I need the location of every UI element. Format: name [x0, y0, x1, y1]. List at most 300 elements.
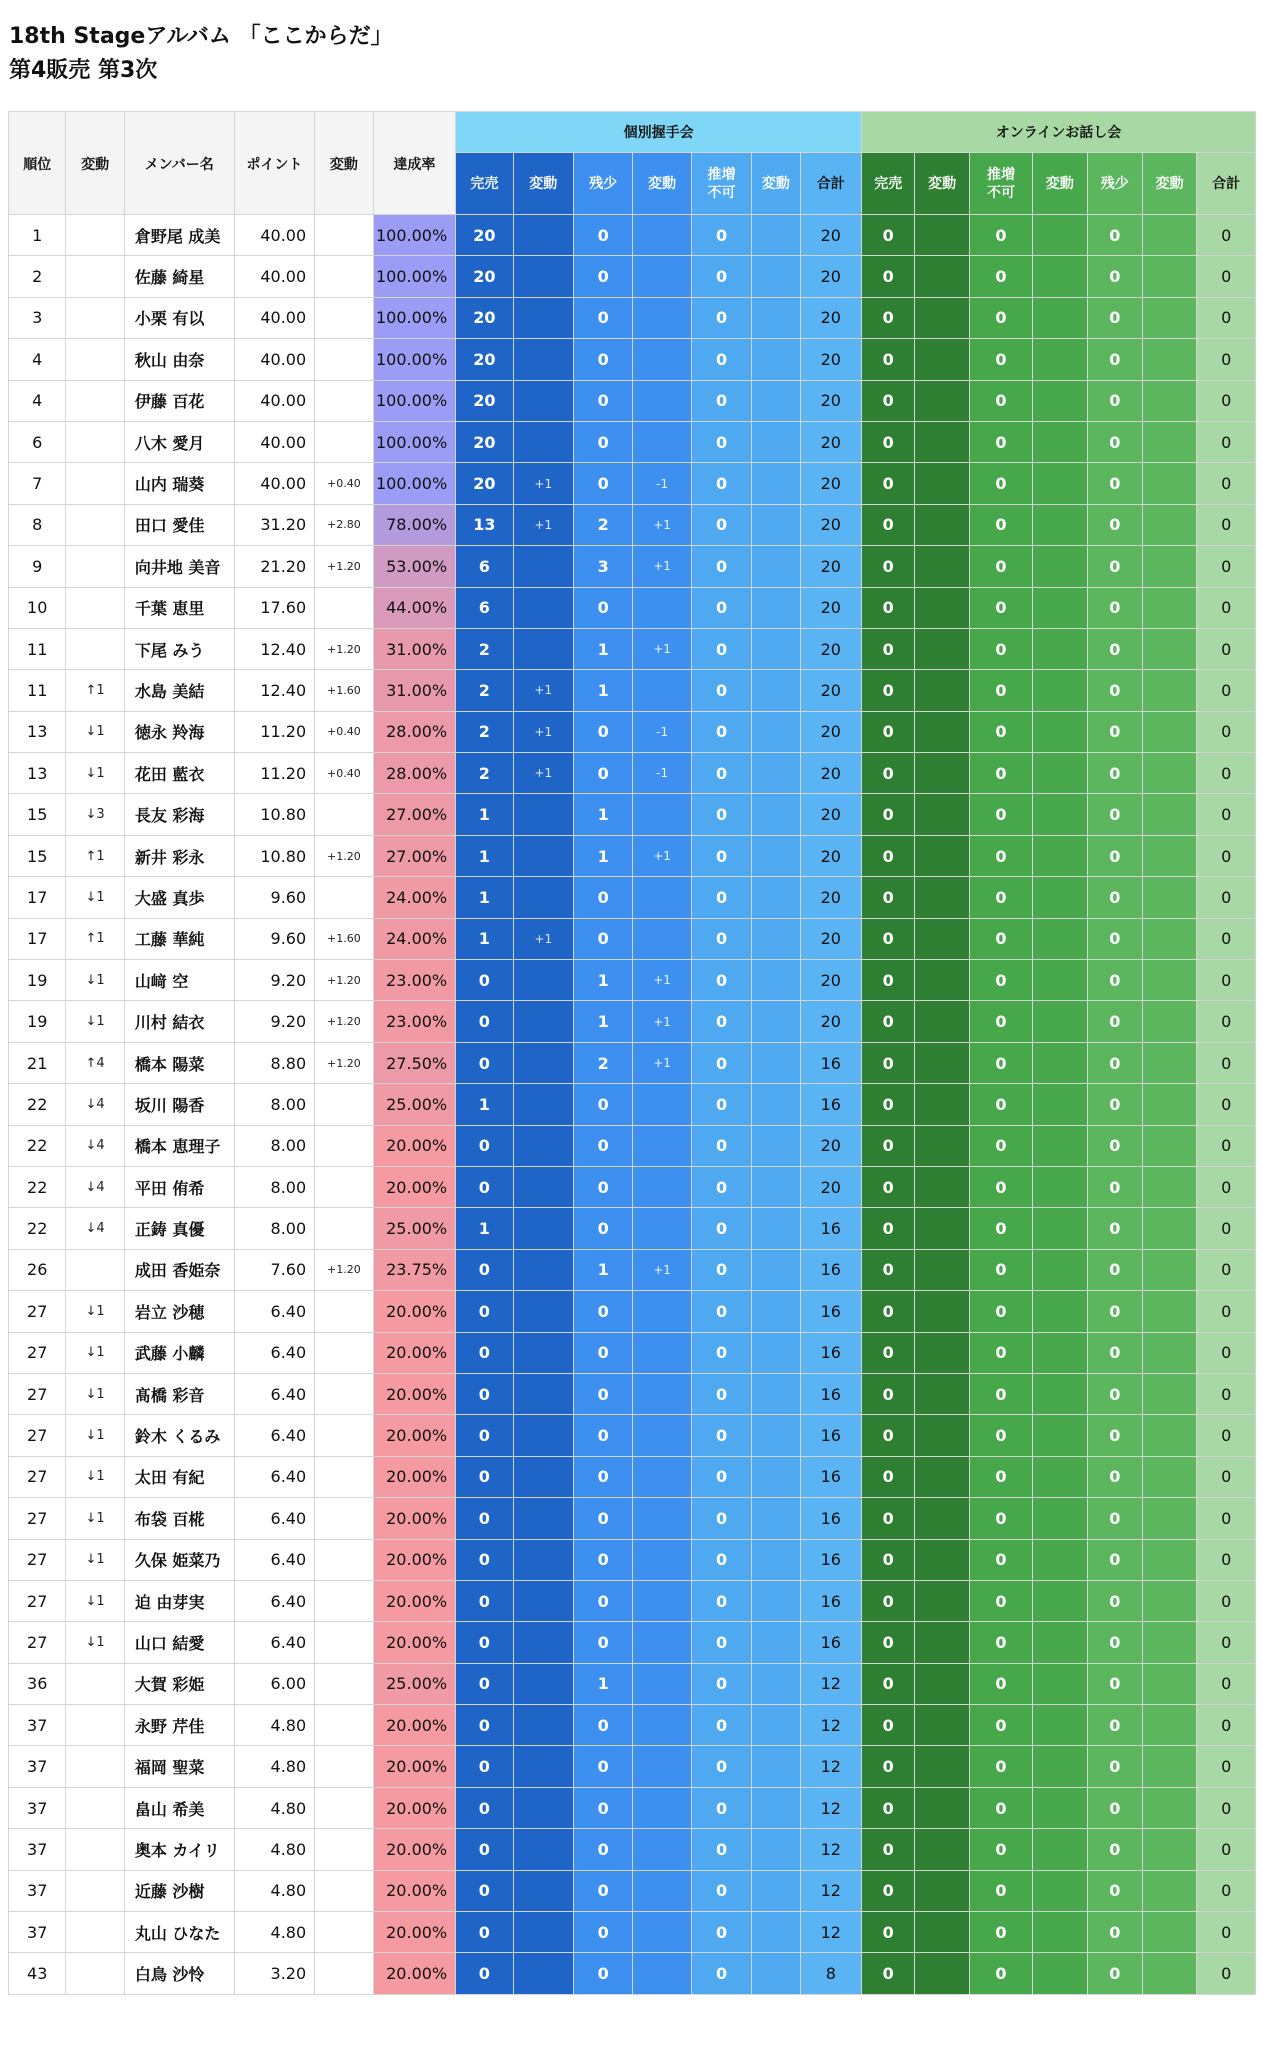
- handshake-cell: 2: [456, 711, 513, 752]
- rank-change-cell: [66, 1705, 124, 1746]
- col-change: 変動: [66, 112, 124, 215]
- online-cell: 0: [862, 960, 915, 1001]
- online-cell: [1033, 1332, 1087, 1373]
- handshake-cell: 16: [800, 1498, 861, 1539]
- online-cell: 0: [1087, 1084, 1142, 1125]
- col-rate: 達成率: [373, 112, 456, 215]
- handshake-cell: 0: [691, 1622, 751, 1663]
- online-cell: 0: [1197, 1705, 1256, 1746]
- online-cell: 0: [1197, 918, 1256, 959]
- online-cell: [1142, 297, 1196, 338]
- online-cell: [915, 1829, 969, 1870]
- online-cell: [915, 1001, 969, 1042]
- table-row: [9, 960, 1256, 1001]
- online-cell: [1142, 1125, 1196, 1166]
- rank-change-cell: ↓1: [66, 960, 124, 1001]
- rank-cell: 17: [9, 918, 66, 959]
- handshake-cell: 1: [573, 1663, 632, 1704]
- online-cell: [915, 1415, 969, 1456]
- handshake-cell: [752, 380, 800, 421]
- handshake-cell: [633, 918, 691, 959]
- handshake-cell: [633, 1539, 691, 1580]
- online-cell: [1142, 380, 1196, 421]
- rate-cell: 25.00%: [373, 1208, 456, 1249]
- handshake-cell: 1: [573, 835, 632, 876]
- rank-change-cell: [66, 215, 124, 256]
- table-row: [9, 504, 1256, 545]
- points-cell: 10.80: [234, 794, 315, 835]
- online-cell: [915, 794, 969, 835]
- online-cell: [915, 960, 969, 1001]
- rate-cell: 20.00%: [373, 1912, 456, 1953]
- rank-cell: 1: [9, 215, 66, 256]
- rate-cell: 27.00%: [373, 794, 456, 835]
- member-name-cell: 近藤 沙樹: [124, 1870, 234, 1911]
- handshake-cell: 0: [691, 711, 751, 752]
- handshake-cell: 0: [691, 1166, 751, 1207]
- member-name-cell: 秋山 由奈: [124, 339, 234, 380]
- handshake-cell: [633, 1125, 691, 1166]
- points-cell: 4.80: [234, 1912, 315, 1953]
- online-cell: 0: [1197, 1953, 1256, 1994]
- rank-cell: 7: [9, 463, 66, 504]
- member-name-cell: 畠山 希美: [124, 1787, 234, 1828]
- handshake-cell: 2: [456, 670, 513, 711]
- online-cell: [1033, 1249, 1087, 1290]
- points-cell: 40.00: [234, 297, 315, 338]
- handshake-cell: 20: [800, 421, 861, 462]
- online-cell: [1142, 215, 1196, 256]
- online-cell: 0: [862, 1705, 915, 1746]
- online-cell: [1033, 628, 1087, 669]
- handshake-cell: [633, 1498, 691, 1539]
- online-cell: 0: [862, 1291, 915, 1332]
- member-name-cell: 大盛 真歩: [124, 877, 234, 918]
- handshake-cell: 0: [691, 918, 751, 959]
- online-cell: 0: [1087, 1539, 1142, 1580]
- handshake-cell: [513, 1084, 573, 1125]
- online-cell: [915, 1746, 969, 1787]
- online-cell: 0: [862, 1373, 915, 1414]
- rank-cell: 22: [9, 1208, 66, 1249]
- online-cell: 0: [1087, 753, 1142, 794]
- handshake-cell: [752, 1912, 800, 1953]
- handshake-cell: 0: [573, 339, 632, 380]
- handshake-cell: 0: [691, 877, 751, 918]
- online-cell: [1033, 711, 1087, 752]
- points-change-cell: +1.20: [315, 546, 373, 587]
- online-cell: 0: [862, 1001, 915, 1042]
- handshake-cell: 12: [800, 1663, 861, 1704]
- online-cell: [1033, 1084, 1087, 1125]
- handshake-cell: [513, 339, 573, 380]
- handshake-cell: 0: [691, 1953, 751, 1994]
- rank-cell: 27: [9, 1498, 66, 1539]
- rank-change-cell: ↓1: [66, 1580, 124, 1621]
- handshake-cell: 0: [691, 421, 751, 462]
- member-name-cell: 向井地 美音: [124, 546, 234, 587]
- ranking-table: [8, 111, 1256, 1995]
- member-name-cell: 山口 結愛: [124, 1622, 234, 1663]
- online-cell: [1142, 1787, 1196, 1828]
- online-cell: 0: [1087, 1622, 1142, 1663]
- member-name-cell: 千葉 恵里: [124, 587, 234, 628]
- online-cell: 0: [862, 1084, 915, 1125]
- handshake-cell: 20: [800, 835, 861, 876]
- handshake-cell: [752, 670, 800, 711]
- handshake-cell: +1: [513, 711, 573, 752]
- online-cell: 0: [1087, 1746, 1142, 1787]
- member-name-cell: 倉野尾 成美: [124, 215, 234, 256]
- rate-cell: 23.00%: [373, 1001, 456, 1042]
- handshake-cell: 0: [573, 1291, 632, 1332]
- points-cell: 9.60: [234, 877, 315, 918]
- online-cell: [1142, 711, 1196, 752]
- online-cell: 0: [1087, 1705, 1142, 1746]
- table-row: [9, 297, 1256, 338]
- rate-cell: 31.00%: [373, 670, 456, 711]
- handshake-cell: [633, 587, 691, 628]
- handshake-cell: 0: [456, 1042, 513, 1083]
- rate-cell: 100.00%: [373, 380, 456, 421]
- online-cell: [915, 421, 969, 462]
- rank-cell: 21: [9, 1042, 66, 1083]
- points-cell: 6.40: [234, 1415, 315, 1456]
- rank-cell: 36: [9, 1663, 66, 1704]
- rate-cell: 20.00%: [373, 1953, 456, 1994]
- online-cell: [915, 587, 969, 628]
- online-cell: [1033, 380, 1087, 421]
- rank-cell: 3: [9, 297, 66, 338]
- online-cell: [1033, 1456, 1087, 1497]
- online-cell: 0: [1087, 1912, 1142, 1953]
- online-cell: 0: [862, 380, 915, 421]
- handshake-cell: 0: [691, 1125, 751, 1166]
- handshake-cell: +1: [633, 1249, 691, 1290]
- member-name-cell: 迫 由芽実: [124, 1580, 234, 1621]
- rank-change-cell: [66, 421, 124, 462]
- rank-cell: 27: [9, 1456, 66, 1497]
- points-change-cell: [315, 1125, 373, 1166]
- rank-change-cell: ↓1: [66, 1622, 124, 1663]
- online-cell: [1142, 1166, 1196, 1207]
- rank-cell: 27: [9, 1539, 66, 1580]
- online-cell: [915, 1166, 969, 1207]
- handshake-cell: [513, 1456, 573, 1497]
- online-cell: 0: [969, 1870, 1032, 1911]
- handshake-cell: [633, 1953, 691, 1994]
- online-cell: [1142, 877, 1196, 918]
- handshake-cell: +1: [633, 835, 691, 876]
- handshake-cell: [752, 1953, 800, 1994]
- handshake-cell: 0: [573, 1829, 632, 1870]
- online-cell: 0: [862, 1663, 915, 1704]
- rate-cell: 20.00%: [373, 1125, 456, 1166]
- online-cell: [1033, 1580, 1087, 1621]
- table-row: [9, 380, 1256, 421]
- points-cell: 6.40: [234, 1291, 315, 1332]
- handshake-cell: 12: [800, 1870, 861, 1911]
- handshake-cell: 0: [456, 1539, 513, 1580]
- handshake-cell: 0: [456, 1498, 513, 1539]
- online-cell: 0: [1087, 546, 1142, 587]
- online-cell: 0: [1197, 1539, 1256, 1580]
- online-cell: 0: [862, 1539, 915, 1580]
- table-row: [9, 1332, 1256, 1373]
- handshake-cell: +1: [513, 918, 573, 959]
- rank-change-cell: ↓1: [66, 753, 124, 794]
- online-cell: [1142, 1415, 1196, 1456]
- member-name-cell: 花田 藍衣: [124, 753, 234, 794]
- rank-change-cell: ↓1: [66, 1456, 124, 1497]
- online-cell: 0: [1087, 1332, 1142, 1373]
- handshake-cell: 1: [456, 794, 513, 835]
- online-cell: 0: [1197, 1787, 1256, 1828]
- handshake-cell: 16: [800, 1580, 861, 1621]
- rank-cell: 10: [9, 587, 66, 628]
- online-cell: 0: [969, 380, 1032, 421]
- table-row: [9, 711, 1256, 752]
- table-row: [9, 1829, 1256, 1870]
- points-cell: 8.00: [234, 1208, 315, 1249]
- rank-cell: 27: [9, 1373, 66, 1414]
- online-cell: 0: [862, 339, 915, 380]
- online-cell: 0: [1197, 215, 1256, 256]
- rank-change-cell: ↑1: [66, 670, 124, 711]
- handshake-cell: 0: [573, 1912, 632, 1953]
- points-cell: 6.40: [234, 1580, 315, 1621]
- online-cell: [915, 628, 969, 669]
- online-cell: 0: [1087, 256, 1142, 297]
- online-cell: [915, 1456, 969, 1497]
- rank-change-cell: ↑1: [66, 918, 124, 959]
- handshake-cell: +1: [633, 960, 691, 1001]
- member-name-cell: 水島 美結: [124, 670, 234, 711]
- handshake-cell: +1: [633, 1001, 691, 1042]
- online-cell: [1033, 215, 1087, 256]
- rank-cell: 19: [9, 1001, 66, 1042]
- rate-cell: 20.00%: [373, 1415, 456, 1456]
- handshake-cell: [633, 1580, 691, 1621]
- points-cell: 12.40: [234, 670, 315, 711]
- rank-change-cell: [66, 1912, 124, 1953]
- handshake-cell: 0: [456, 1953, 513, 1994]
- points-cell: 6.40: [234, 1498, 315, 1539]
- online-cell: 0: [862, 1332, 915, 1373]
- online-cell: [1033, 546, 1087, 587]
- points-cell: 9.20: [234, 1001, 315, 1042]
- online-cell: 0: [969, 1953, 1032, 1994]
- online-cell: 0: [969, 1042, 1032, 1083]
- online-cell: [915, 1084, 969, 1125]
- online-cell: [1033, 587, 1087, 628]
- handshake-cell: [513, 1291, 573, 1332]
- online-cell: [1142, 753, 1196, 794]
- online-cell: [1033, 421, 1087, 462]
- online-cell: 0: [1087, 711, 1142, 752]
- online-cell: [1033, 1498, 1087, 1539]
- handshake-cell: 20: [800, 877, 861, 918]
- handshake-cell: +1: [513, 670, 573, 711]
- points-change-cell: +1.20: [315, 628, 373, 669]
- handshake-cell: [633, 297, 691, 338]
- rate-cell: 100.00%: [373, 421, 456, 462]
- points-change-cell: [315, 1084, 373, 1125]
- handshake-cell: 12: [800, 1912, 861, 1953]
- handshake-cell: 0: [456, 1415, 513, 1456]
- handshake-cell: 0: [691, 1663, 751, 1704]
- handshake-cell: 3: [573, 546, 632, 587]
- online-cell: 0: [969, 1539, 1032, 1580]
- online-cell: 0: [862, 1208, 915, 1249]
- online-cell: 0: [862, 1456, 915, 1497]
- handshake-cell: [752, 504, 800, 545]
- member-name-cell: 武藤 小麟: [124, 1332, 234, 1373]
- handshake-cell: [752, 960, 800, 1001]
- handshake-cell: [513, 380, 573, 421]
- points-cell: 6.40: [234, 1332, 315, 1373]
- points-change-cell: +1.20: [315, 1249, 373, 1290]
- handshake-cell: 20: [456, 339, 513, 380]
- handshake-cell: 16: [800, 1415, 861, 1456]
- handshake-cell: 0: [691, 1456, 751, 1497]
- online-cell: 0: [862, 1622, 915, 1663]
- table-row: [9, 1249, 1256, 1290]
- member-name-cell: 正鋳 真優: [124, 1208, 234, 1249]
- handshake-cell: 0: [573, 753, 632, 794]
- handshake-cell: 0: [573, 297, 632, 338]
- points-cell: 6.40: [234, 1456, 315, 1497]
- online-cell: [1033, 1622, 1087, 1663]
- handshake-cell: +1: [633, 504, 691, 545]
- online-cell: [1142, 794, 1196, 835]
- table-row: [9, 877, 1256, 918]
- online-cell: 0: [862, 1498, 915, 1539]
- handshake-cell: -1: [633, 711, 691, 752]
- rank-change-cell: ↓1: [66, 1498, 124, 1539]
- handshake-cell: 20: [800, 380, 861, 421]
- rank-change-cell: [66, 628, 124, 669]
- online-cell: [1033, 835, 1087, 876]
- handshake-cell: [752, 1829, 800, 1870]
- online-cell: 0: [1087, 835, 1142, 876]
- handshake-cell: 20: [800, 339, 861, 380]
- rate-cell: 31.00%: [373, 628, 456, 669]
- online-cell: [1033, 1953, 1087, 1994]
- online-cell: [1033, 1166, 1087, 1207]
- points-cell: 8.80: [234, 1042, 315, 1083]
- handshake-cell: 0: [691, 256, 751, 297]
- rank-cell: 37: [9, 1705, 66, 1746]
- online-cell: 0: [1087, 1166, 1142, 1207]
- handshake-cell: [513, 1332, 573, 1373]
- online-subheader: 変動: [915, 153, 969, 215]
- points-cell: 40.00: [234, 421, 315, 462]
- online-cell: 0: [862, 1912, 915, 1953]
- online-cell: 0: [1197, 1912, 1256, 1953]
- online-cell: 0: [862, 753, 915, 794]
- points-cell: 17.60: [234, 587, 315, 628]
- handshake-cell: 20: [800, 1001, 861, 1042]
- online-cell: 0: [969, 711, 1032, 752]
- member-name-cell: 長友 彩海: [124, 794, 234, 835]
- rank-change-cell: ↓4: [66, 1166, 124, 1207]
- table-row: [9, 1125, 1256, 1166]
- handshake-cell: [752, 1042, 800, 1083]
- handshake-cell: [752, 1373, 800, 1414]
- handshake-cell: 0: [691, 1580, 751, 1621]
- rank-cell: 27: [9, 1580, 66, 1621]
- online-cell: 0: [862, 1166, 915, 1207]
- col-rank: 順位: [9, 112, 66, 215]
- handshake-cell: 0: [691, 1787, 751, 1828]
- handshake-cell: 0: [456, 1291, 513, 1332]
- online-cell: [1142, 835, 1196, 876]
- online-cell: [915, 711, 969, 752]
- rate-cell: 25.00%: [373, 1084, 456, 1125]
- handshake-cell: 0: [456, 1746, 513, 1787]
- online-cell: [915, 1870, 969, 1911]
- points-cell: 21.20: [234, 546, 315, 587]
- member-name-cell: 新井 彩永: [124, 835, 234, 876]
- handshake-cell: 6: [456, 546, 513, 587]
- member-name-cell: 福岡 聖菜: [124, 1746, 234, 1787]
- online-cell: 0: [969, 628, 1032, 669]
- rank-cell: 27: [9, 1415, 66, 1456]
- points-cell: 12.40: [234, 628, 315, 669]
- online-cell: [1033, 1291, 1087, 1332]
- rank-cell: 37: [9, 1746, 66, 1787]
- online-cell: 0: [969, 1125, 1032, 1166]
- online-cell: [1033, 1746, 1087, 1787]
- handshake-cell: 20: [800, 918, 861, 959]
- online-cell: 0: [862, 1870, 915, 1911]
- points-cell: 6.40: [234, 1622, 315, 1663]
- online-cell: [1142, 504, 1196, 545]
- online-cell: 0: [969, 1291, 1032, 1332]
- handshake-cell: [752, 1456, 800, 1497]
- handshake-cell: [513, 1208, 573, 1249]
- online-cell: [1142, 1249, 1196, 1290]
- handshake-cell: +1: [513, 504, 573, 545]
- rank-change-cell: ↓4: [66, 1125, 124, 1166]
- online-cell: 0: [969, 546, 1032, 587]
- handshake-cell: 16: [800, 1042, 861, 1083]
- handshake-cell: [633, 380, 691, 421]
- rate-cell: 28.00%: [373, 711, 456, 752]
- online-cell: 0: [862, 1953, 915, 1994]
- handshake-cell: 1: [456, 835, 513, 876]
- handshake-cell: 20: [456, 380, 513, 421]
- rate-cell: 25.00%: [373, 1663, 456, 1704]
- online-cell: 0: [969, 1663, 1032, 1704]
- member-name-cell: 太田 有紀: [124, 1456, 234, 1497]
- handshake-cell: [752, 1539, 800, 1580]
- points-change-cell: +1.60: [315, 670, 373, 711]
- online-cell: 0: [1197, 711, 1256, 752]
- member-name-cell: 山﨑 空: [124, 960, 234, 1001]
- points-change-cell: [315, 297, 373, 338]
- handshake-cell: 20: [800, 794, 861, 835]
- online-cell: 0: [1197, 1291, 1256, 1332]
- points-cell: 8.00: [234, 1166, 315, 1207]
- online-cell: 0: [1087, 1829, 1142, 1870]
- online-cell: [1033, 1042, 1087, 1083]
- rank-cell: 17: [9, 877, 66, 918]
- handshake-cell: [633, 1622, 691, 1663]
- member-name-cell: 布袋 百椛: [124, 1498, 234, 1539]
- handshake-cell: 20: [800, 256, 861, 297]
